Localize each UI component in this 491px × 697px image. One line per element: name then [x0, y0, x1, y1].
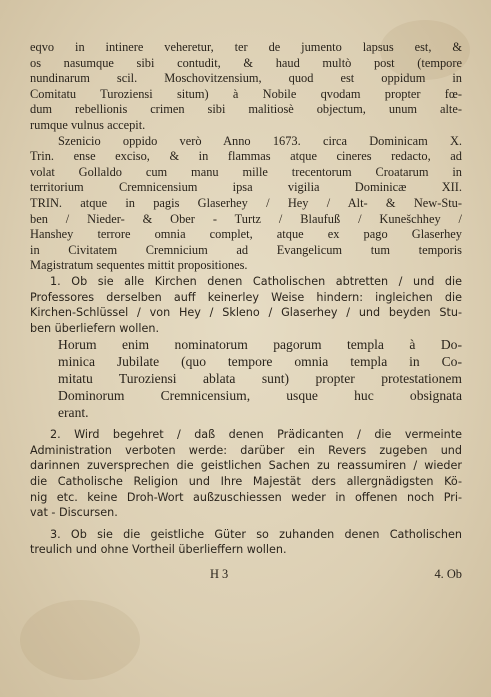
text-line: vat - Discursen.	[30, 506, 118, 520]
page-footer	[30, 567, 462, 583]
body-text	[30, 40, 462, 558]
text-line: 1. Ob sie alle Kirchen denen Catholischen abtretten / und die	[50, 274, 462, 288]
text-line: 2. Wird begehret / daß denen Prädicanten / die vermeinte	[50, 428, 462, 442]
text-line: Administration verboten werde: darüber ein Revers zugeben und	[30, 443, 462, 457]
text-line: Hanshey terrore omnia complet, atque ex pago Glaserhey	[30, 227, 462, 242]
text-line: nundinarum scil. Moschovitzensium, quod est oppidum in	[30, 71, 462, 86]
catchword: 4. Ob	[434, 567, 462, 581]
text-line: darinnen zuversprechen die geistlichen Sachen zu reassumiren / wieder	[30, 459, 462, 473]
text-line: in Civitatem Cremnicium ad Evangelicum tum temporis	[30, 242, 462, 257]
text-line: mitatu Turoziensi ablata sunt) propter protestationem	[58, 371, 462, 387]
text-line: Trin. ense exciso, & in flammas atque cineres redacto, ad	[30, 149, 462, 164]
text-line: Magistratum sequentes mittit propositiones.	[30, 258, 248, 273]
signature-mark: H 3	[210, 567, 229, 581]
text-line: minica Jubilate (quo tempore omnia templa in Co-	[58, 354, 462, 370]
text-line: nig etc. keine Droh-Wort außzuschiessen weder in offenen noch Pri-	[30, 490, 462, 504]
text-line: 3. Ob sie die geistliche Güter so zuhanden denen Catholischen	[50, 527, 462, 541]
text-line: Dominorum Cremnicensium, usque huc obsignata	[58, 388, 462, 404]
text-line: dum rebellionis crimen sibi malitiosè objectum, unum alte-	[30, 102, 462, 117]
text-line: volat Gollaldo cum manu mille trecentorum Croatarum in	[30, 164, 462, 179]
text-line: Comitatu Turoziensi situm) à Nobile qvodam propter fœ-	[30, 86, 462, 101]
text-line: Szenicio oppido verò Anno 1673. circa Dominicam X.	[58, 133, 462, 148]
text-line: eqvo in intinere veheretur, ter de jumento lapsus est, &	[30, 40, 462, 54]
text-line: Horum enim nominatorum pagorum templa à Do-	[58, 337, 462, 353]
text-line: TRIN. atque in pagis Glaserhey / Hey / Alt- & New-Stu-	[30, 195, 462, 210]
paper-stain	[20, 600, 140, 680]
text-line: ben / Nieder- & Ober - Turtz / Blaufuß / Kunešchhey /	[30, 211, 462, 226]
text-line: os nasumque sibi contudit, & haud multò post (tempore	[30, 55, 462, 70]
text-line: treulich und ohne Vortheil überlieffern wollen.	[30, 543, 287, 557]
text-line: Kirchen-Schlüssel / von Hey / Skleno / Glaserhey / und beyden Stu-	[30, 306, 462, 320]
text-line: die Catholische Religion und Ihre Majestät ders allergnädigsten Kö-	[30, 475, 462, 489]
text-line: rumque vulnus accepit.	[30, 117, 146, 132]
text-line: territorium Cremnicensium ipsa vigilia Dominicæ XII.	[30, 180, 462, 195]
text-line: erant.	[58, 405, 89, 421]
text-line: Professores derselben auff keinerley Weise hindern: ingleichen die	[30, 290, 462, 304]
text-line: ben überliefern wollen.	[30, 321, 160, 335]
